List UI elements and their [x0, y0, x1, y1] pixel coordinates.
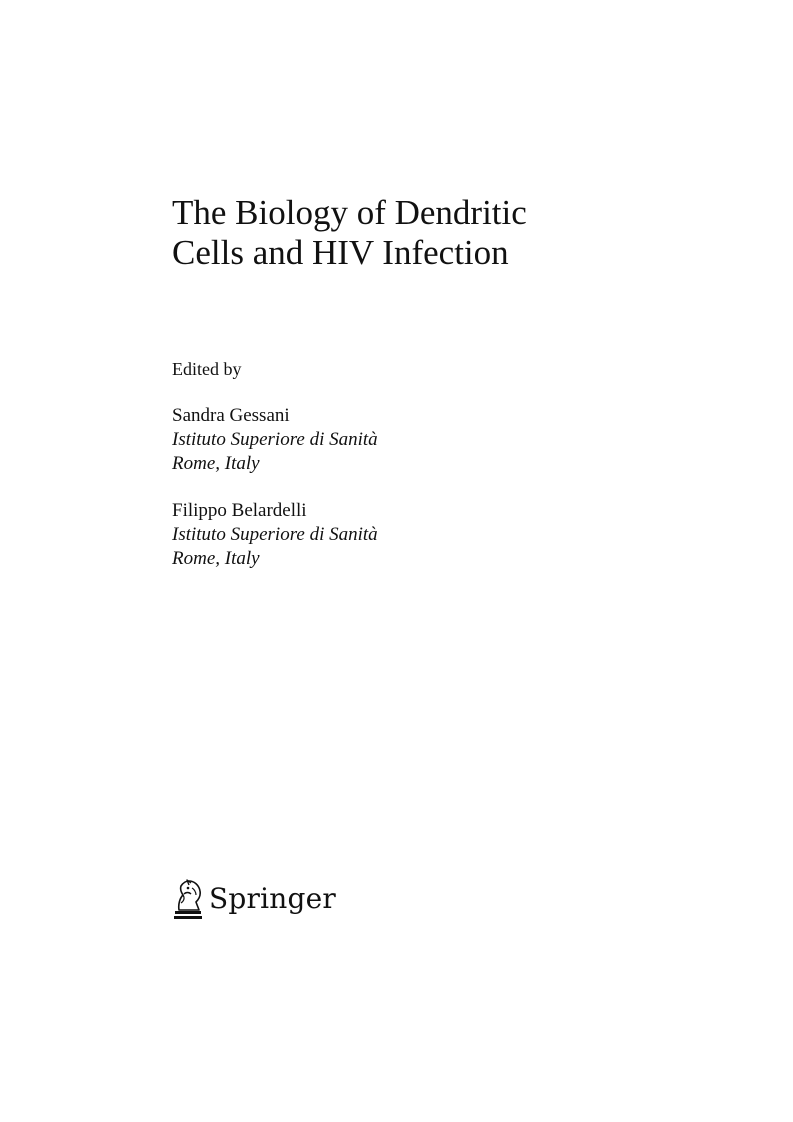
editor-name: Filippo Belardelli: [172, 500, 307, 521]
book-title-line-1: The Biology of Dendritic: [172, 193, 527, 232]
editor-location: Rome, Italy: [172, 548, 260, 569]
editor-location: Rome, Italy: [172, 453, 260, 474]
editor-entry: [172, 404, 672, 476]
publisher-mark: [172, 876, 336, 922]
editor-institution: Istituto Superiore di Sanità: [172, 524, 378, 545]
edited-by-label: Edited by: [172, 359, 242, 379]
book-title: [172, 193, 732, 273]
editor-name: Sandra Gessani: [172, 405, 290, 426]
book-title-line-2: Cells and HIV Infection: [172, 233, 509, 272]
editor-entry: [172, 499, 672, 571]
springer-horse-icon: [172, 877, 204, 921]
publisher-name: Springer: [209, 882, 336, 915]
editor-institution: Istituto Superiore di Sanità: [172, 429, 378, 450]
